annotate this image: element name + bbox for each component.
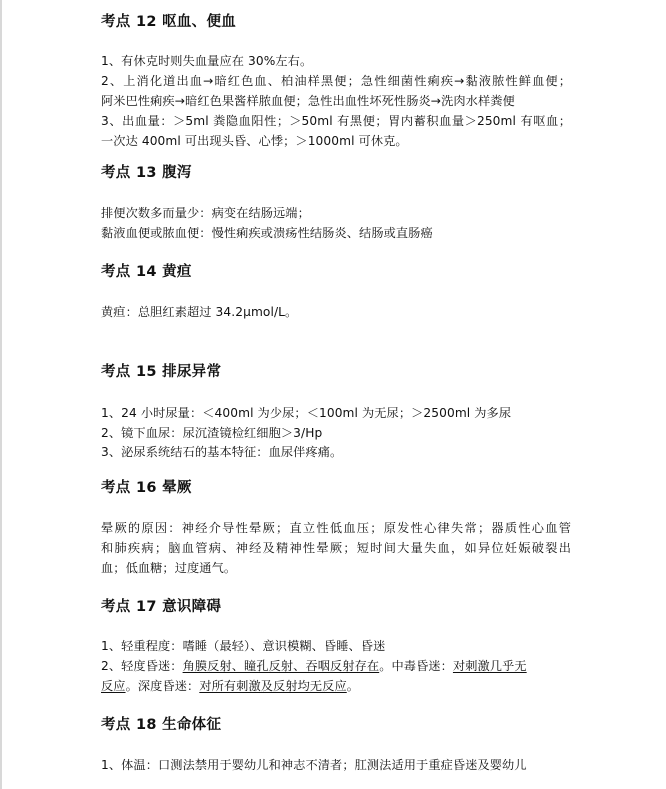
section-heading: 考点 14 黄疸: [101, 264, 192, 280]
underlined-text: 角膜反射、瞳孔反射、吞咽反射存在: [182, 659, 380, 673]
text-run: 2、轻度昏迷：: [101, 659, 183, 673]
text-line: 2、上消化道出血→暗红色血、柏油样黑便；急性细菌性痢疾→黏液脓性鲜血便；: [101, 74, 571, 88]
text-line: 1、有休克时则失血量应在 30%左右。: [101, 54, 313, 68]
text-line: 2、镜下血尿：尿沉渣镜检红细胞＞3/Hp: [101, 426, 323, 440]
underlined-text: 对所有刺激及反射均无反应: [199, 679, 347, 693]
text-line: 黄疸：总胆红素超过 34.2μmol/L。: [101, 305, 298, 319]
text-line: 3、出血量：＞5ml 粪隐血阳性；＞50ml 有黑便；胃内蓄积血量＞250ml 有呕血；: [101, 114, 571, 128]
text-run: 。: [346, 679, 360, 693]
section-heading: 考点 15 排尿异常: [101, 364, 222, 380]
section-heading: 考点 12 呕血、便血: [101, 14, 237, 30]
text-line: 阿米巴性痢疾→暗红色果酱样脓血便；急性出血性坏死性肠炎→洗肉水样粪便: [101, 94, 515, 108]
text-line: 一次达 400ml 可出现头昏、心悸；＞1000ml 可休克。: [101, 134, 408, 148]
text-line: 1、体温：口测法禁用于婴幼儿和神志不清者；肛测法适用于重症昏迷及婴幼儿: [101, 758, 527, 772]
text-line: 1、24 小时尿量：＜400ml 为少尿；＜100ml 为无尿；＞2500ml 为多尿: [101, 406, 512, 420]
section-heading: 考点 13 腹泻: [101, 165, 192, 181]
text-line: 血；低血糖；过度通气。: [101, 561, 237, 575]
section-heading: 考点 18 生命体征: [101, 717, 222, 733]
section-heading: 考点 16 晕厥: [101, 480, 192, 496]
text-run: 。深度昏迷：: [125, 679, 200, 693]
underlined-text: 对刺激几乎无: [452, 659, 527, 673]
text-line: 和肺疾病；脑血管病、神经及精神性晕厥；短时间大量失血，如异位妊娠破裂出: [101, 541, 571, 555]
text-line: 排便次数多而量少：病变在结肠远端；: [101, 206, 310, 220]
text-line: 1、轻重程度：嗜睡（最轻）、意识模糊、昏睡、昏迷: [101, 639, 386, 653]
page-left-edge: [0, 0, 2, 789]
text-line: 晕厥的原因：神经介导性晕厥；直立性低血压；原发性心律失常；器质性心血管: [101, 521, 571, 535]
text-line: [101, 676, 571, 696]
text-run: 。中毒昏迷：: [379, 659, 453, 673]
text-line: 3、泌尿系统结石的基本特征：血尿伴疼痛。: [101, 445, 343, 459]
section-heading: 考点 17 意识障碍: [101, 599, 222, 615]
text-line: [101, 656, 571, 676]
text-line: 黏液血便或脓血便：慢性痢疾或溃疡性结肠炎、结肠或直肠癌: [101, 226, 433, 240]
underlined-text: 反应: [101, 679, 126, 693]
